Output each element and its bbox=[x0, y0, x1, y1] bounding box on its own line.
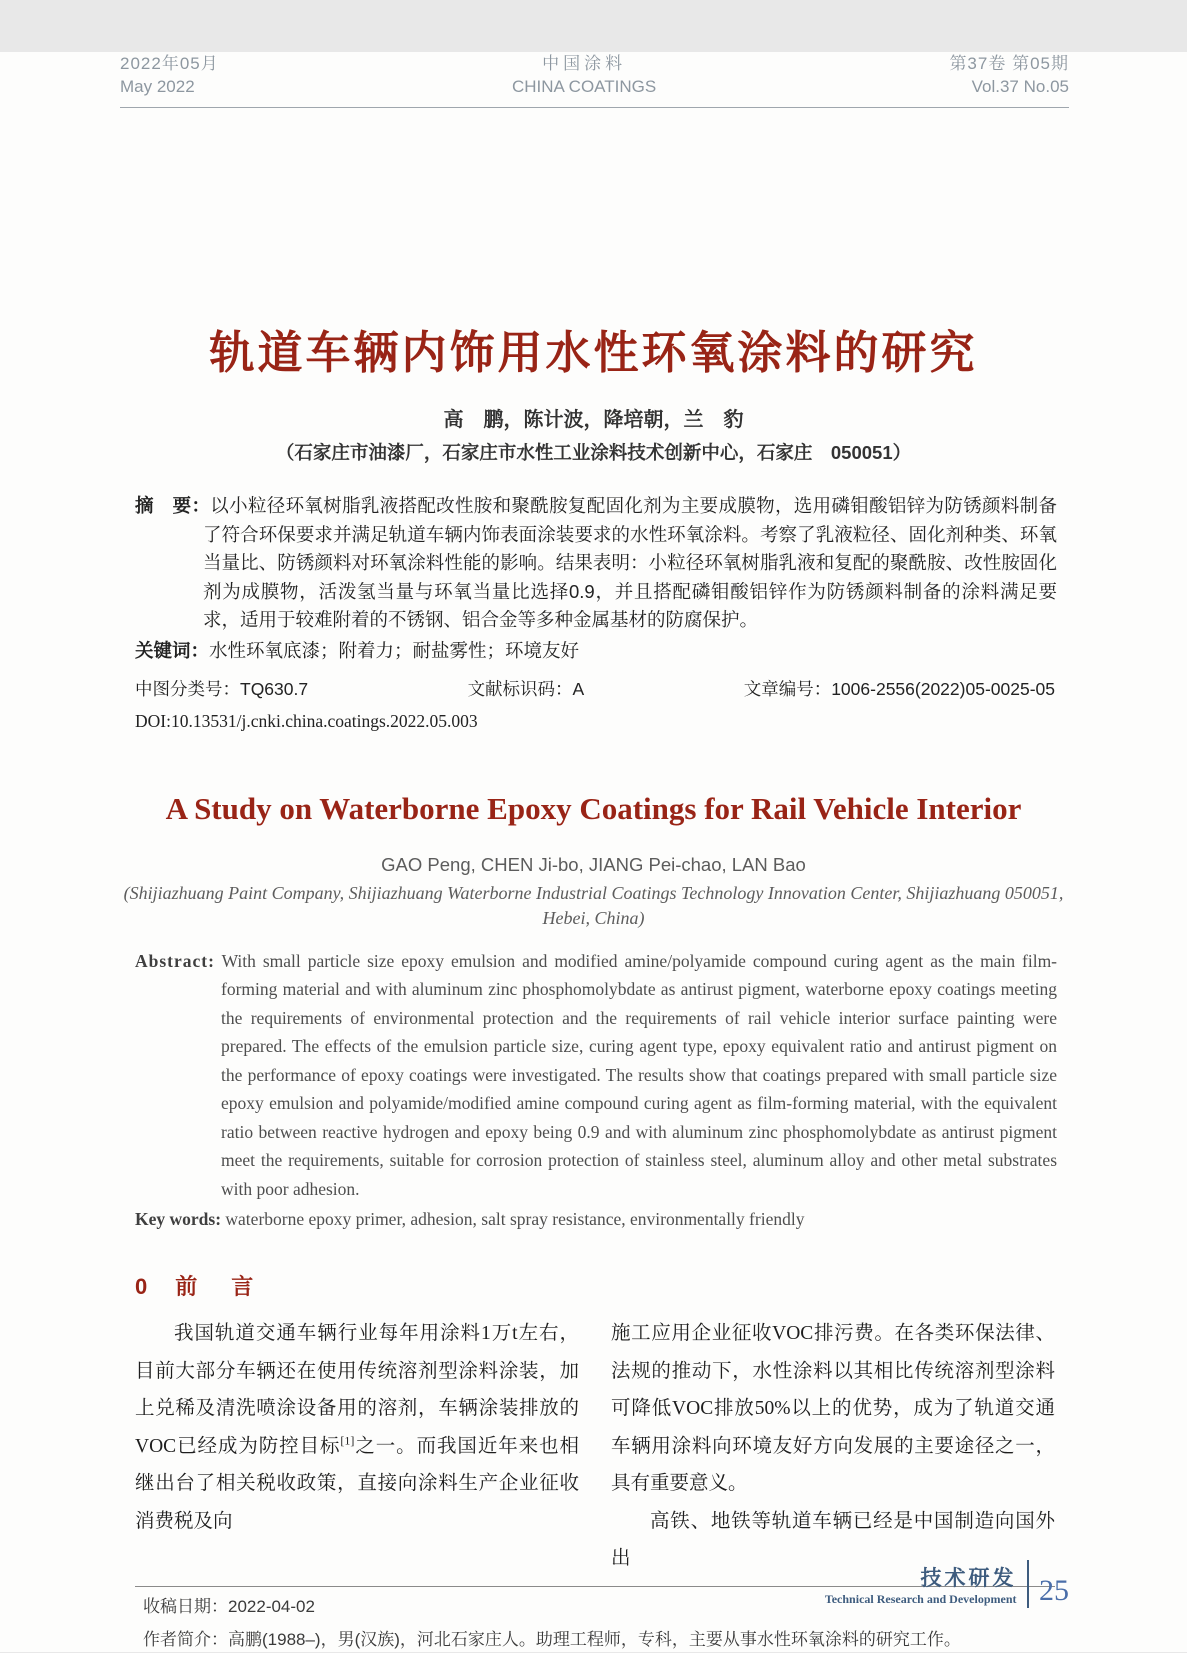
body-paragraph: 高铁、地铁等轨道车辆已经是中国制造向国外出 bbox=[611, 1510, 1055, 1569]
journal-header bbox=[120, 52, 1069, 108]
header-date-en: May 2022 bbox=[120, 77, 195, 96]
header-issue bbox=[949, 52, 1069, 98]
body-text: 之一。而我国近年来也相继出台了相关税收政策，直接向涂料生产企业征收消费税及向 bbox=[135, 1435, 579, 1532]
page-footer bbox=[825, 1560, 1069, 1608]
section-number: 0 bbox=[135, 1274, 148, 1299]
header-date bbox=[120, 52, 219, 98]
abstract-cn-label: 摘 要： bbox=[135, 495, 211, 516]
body-paragraph bbox=[135, 1315, 579, 1540]
abstract-en-label: Abstract: bbox=[135, 950, 215, 971]
abstract-en bbox=[135, 947, 1057, 1204]
abstract-en-text: With small particle size epoxy emulsion and modified amine/polyamide compound curing agent as the main film-forming material and with aluminum zinc phosphomolybdate as antirust pigment, waterborne epoxy coatings meeting the requirements of environmental protection and the requirements of rail vehicle interior surface painting were prepared. The effects of the emulsion particle size, curing agent type, epoxy equivalent ratio and antirust pigment on the performance of epoxy coatings were investigated. The results show that coatings prepared with small particle size epoxy emulsion and polyamide/modified amine compound curing agent as film-forming material, with the equivalent ratio between reactive hydrogen and epoxy being 0.9 and with aluminum zinc phosphomolybdate as antirust pigment meet the requirements, suitable for corrosion protection of stainless steel, aluminum alloy and other metal substrates with poor adhesion. bbox=[221, 950, 1058, 1199]
header-journal-cn: 中国涂料 bbox=[542, 54, 627, 73]
section-title: 前 言 bbox=[175, 1274, 260, 1299]
citation-ref-1: [1] bbox=[340, 1433, 355, 1447]
keywords-cn-label: 关键词： bbox=[135, 639, 210, 661]
article-title-cn: 轨道车辆内饰用水性环氧涂料的研究 bbox=[209, 327, 978, 378]
article-number: 文章编号：1006-2556(2022)05-0025-05 bbox=[743, 678, 1055, 699]
abstract-cn-text: 以小粒径环氧树脂乳液搭配改性胺和聚酰胺复配固化剂为主要成膜物，选用磷钼酸铝锌为防锈颜料制备了符合环保要求并满足轨道车辆内饰表面涂装要求的水性环氧涂料。考察了乳液粒径、固化剂种类、环氧当量比、防锈颜料对环氧涂料性能的影响。结果表明：小粒径环氧树脂乳液和复配的聚酰胺、改性胺固化剂为成膜物，活泼氢当量与环氧当量比选择0.9，并且搭配磷钼酸铝锌作为防锈颜料制备的涂料满足要求，适用于较难附着的不锈钢、铝合金等多种金属基材的防腐保护。 bbox=[203, 495, 1057, 630]
keywords-en-label: Key words: bbox=[135, 1209, 222, 1229]
received-date: 收稿日期：2022-04-02 bbox=[143, 1596, 315, 1616]
category-cn: 技术研发 bbox=[920, 1566, 1017, 1590]
keywords-cn-text: 水性环氧底漆；附着力；耐盐雾性；环境友好 bbox=[209, 639, 580, 661]
clc-number: 中图分类号：TQ630.7 bbox=[135, 678, 309, 699]
body-text: 我国轨道交通车辆行业每年用涂料1万t左右，目前大部分车辆还在使用传统溶剂型涂料涂装，加上兑稀及清洗喷涂设备用的溶剂，车辆涂装排放的VOC已经成为防控目标 bbox=[135, 1323, 579, 1457]
header-issue-cn: 第37卷 第05期 bbox=[949, 54, 1069, 73]
body-columns bbox=[135, 1315, 1055, 1578]
body-paragraph: 施工应用企业征收VOC排污费。在各类环保法律、法规的推动下，水性涂料以其相比传统溶剂型涂料可降低VOC排放50%以上的优势，成为了轨道交通车辆用涂料向环境友好方向发展的主要途径之一，具有重要意义。 bbox=[611, 1323, 1055, 1494]
category-en: Technical Research and Development bbox=[824, 1591, 1017, 1606]
header-journal bbox=[512, 52, 656, 98]
header-date-cn: 2022年05月 bbox=[120, 54, 219, 73]
header-journal-en: CHINA COATINGS bbox=[511, 77, 657, 96]
document-code: 文献标识码：A bbox=[467, 678, 585, 699]
keywords-cn bbox=[135, 636, 1057, 665]
authors-en: GAO Peng, CHEN Ji-bo, JIANG Pei-chao, LAN Bao bbox=[381, 853, 806, 875]
category-block bbox=[825, 1562, 1027, 1607]
body-column-right bbox=[611, 1315, 1055, 1578]
section-heading-introduction bbox=[135, 1270, 1187, 1301]
meta-row bbox=[135, 676, 1055, 701]
keywords-en-text: waterborne epoxy primer, adhesion, salt spray resistance, environmentally friendly bbox=[225, 1209, 805, 1229]
body-column-left bbox=[135, 1315, 579, 1578]
doi: DOI:10.13531/j.cnki.china.coatings.2022.05.003 bbox=[135, 710, 478, 731]
authors-cn: 高 鹏，陈计波，降培朝，兰 豹 bbox=[443, 409, 744, 431]
abstract-cn bbox=[135, 492, 1057, 635]
keywords-en bbox=[135, 1205, 1057, 1234]
author-bio: 作者简介：高鹏(1988–)，男(汉族)，河北石家庄人。助理工程师，专科，主要从事水性环氧涂料的研究工作。 bbox=[143, 1629, 961, 1649]
article-title-en: A Study on Waterborne Epoxy Coatings for Rail Vehicle Interior bbox=[165, 790, 1022, 826]
header-issue-en: Vol.37 No.05 bbox=[971, 77, 1069, 96]
paper-page bbox=[0, 52, 1187, 1652]
page-number: 25 bbox=[1039, 1574, 1069, 1607]
affiliation-cn: （石家庄市油漆厂，石家庄市水性工业涂料技术创新中心，石家庄 050051） bbox=[275, 442, 912, 463]
affiliation-en: (Shijiazhuang Paint Company, Shijiazhuang Waterborne Industrial Coatings Technology Innovation Center, Shijiazhuang 050051, Hebei, China) bbox=[123, 882, 1064, 928]
